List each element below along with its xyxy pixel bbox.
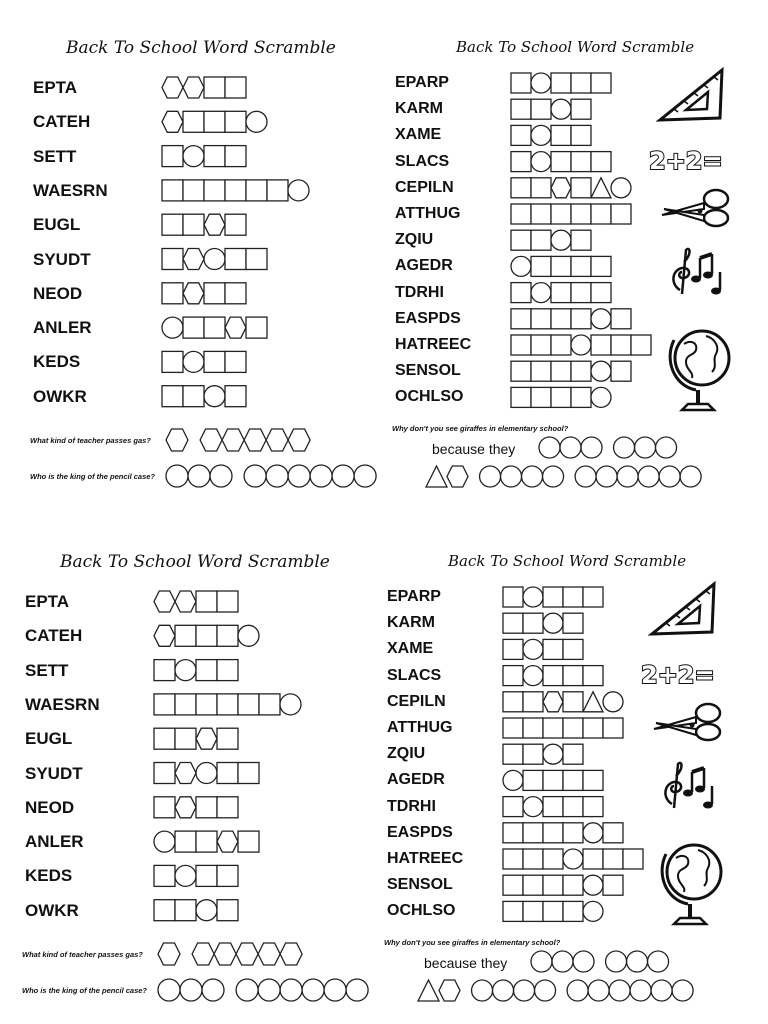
scrambled-word: OWKR — [33, 386, 87, 406]
panel-title: Back To School Word Scramble — [448, 552, 687, 570]
riddle-king-question: Who is the king of the pencil case? — [22, 986, 148, 995]
scrambled-word: HATREEC — [395, 336, 472, 353]
panel-title: Back To School Word Scramble — [66, 38, 336, 58]
letter-box-circle — [280, 979, 302, 1001]
riddle-teacher-question: What kind of teacher passes gas? — [22, 950, 143, 959]
letter-box-circle — [501, 466, 522, 487]
letter-box-circle — [617, 466, 638, 487]
scrambled-word: OCHLSO — [395, 388, 464, 406]
letter-box-circle — [332, 465, 354, 487]
scrambled-word: KARM — [387, 614, 435, 632]
scrambled-word: AGEDR — [387, 771, 445, 789]
scrambled-word: OWKR — [25, 900, 79, 920]
letter-box-circle — [310, 465, 332, 487]
riddle-king-question: Who is the king of the pencil case? — [30, 472, 156, 481]
panel-title: Back To School Word Scramble — [60, 552, 330, 572]
scrambled-word: ANLER — [25, 832, 84, 852]
scrambled-word: EPARP — [395, 74, 449, 91]
scrambled-word: HATREEC — [387, 850, 464, 867]
scrambled-word: EASPDS — [395, 309, 461, 327]
letter-box-circle — [210, 465, 232, 487]
letter-box-hexagon — [439, 980, 460, 1001]
scrambled-word: TDRHI — [387, 797, 436, 815]
scrambled-word: SETT — [33, 146, 77, 166]
letter-box-circle — [680, 466, 701, 487]
letter-box-circle — [609, 980, 630, 1001]
scrambled-word: SYUDT — [33, 249, 91, 269]
scrambled-word: SYUDT — [25, 763, 83, 783]
letter-box-circle — [567, 980, 588, 1001]
letter-box-circle — [588, 980, 609, 1001]
riddle-teacher-question: What kind of teacher passes gas? — [30, 436, 151, 445]
scrambled-word: KEDS — [25, 866, 73, 886]
letter-box-circle — [166, 465, 188, 487]
math-text: 2+2= — [649, 147, 723, 174]
scrambled-word: ATTHUG — [387, 719, 453, 736]
scrambled-word: SENSOL — [395, 362, 461, 380]
scrambled-word: CATEH — [25, 626, 83, 646]
letter-box-circle — [158, 979, 180, 1001]
scrambled-word: EPTA — [33, 78, 78, 97]
letter-box-circle — [630, 980, 651, 1001]
letter-box-circle — [522, 466, 543, 487]
letter-box-circle — [535, 980, 556, 1001]
math-text: 2+2= — [641, 661, 715, 688]
letter-box-circle — [472, 980, 493, 1001]
scrambled-word: SENSOL — [387, 876, 453, 894]
letter-box-circle — [324, 979, 346, 1001]
letter-box-hexagon — [447, 466, 468, 487]
letter-box-circle — [638, 466, 659, 487]
scrambled-word: SLACS — [387, 666, 442, 684]
scrambled-word: WAESRN — [33, 180, 108, 200]
scrambled-word: EPTA — [25, 592, 70, 611]
answer-shapes-layer — [384, 0, 768, 512]
letter-box-circle — [514, 980, 535, 1001]
scrambled-word: OCHLSO — [387, 902, 456, 920]
scrambled-word: AGEDR — [395, 257, 453, 275]
riddle-giraffe-answer-prefix: because they — [432, 441, 516, 457]
letter-box-circle — [480, 466, 501, 487]
letter-box-circle — [575, 466, 596, 487]
letter-box-circle — [354, 465, 376, 487]
letter-box-circle — [236, 979, 258, 1001]
letter-box-circle — [188, 465, 210, 487]
letter-box-circle — [288, 465, 310, 487]
scrambled-word: ZQIU — [395, 231, 434, 249]
scrambled-word: CEPILN — [395, 178, 454, 196]
scrambled-word: ANLER — [33, 318, 92, 338]
letter-box-circle — [596, 466, 617, 487]
letter-box-circle — [202, 979, 224, 1001]
letter-box-circle — [180, 979, 202, 1001]
letter-box-circle — [672, 980, 693, 1001]
riddle-giraffe-question: Why don't you see giraffes in elementary school? — [384, 938, 561, 947]
letter-box-circle — [543, 466, 564, 487]
scrambled-word: XAME — [395, 126, 442, 144]
scrambled-word: SETT — [25, 660, 69, 680]
letter-box-triangle — [418, 980, 439, 1001]
scrambled-word: CEPILN — [387, 692, 446, 710]
letter-box-circle — [651, 980, 672, 1001]
letter-box-circle — [266, 465, 288, 487]
answer-shapes-layer — [0, 512, 384, 1024]
panel-bottom-left — [0, 512, 384, 1024]
scrambled-word: CATEH — [33, 112, 91, 132]
letter-box-circle — [493, 980, 514, 1001]
scrambled-word: TDRHI — [395, 283, 444, 301]
letter-box-circle — [258, 979, 280, 1001]
scrambled-word: NEOD — [33, 283, 83, 303]
scrambled-word: NEOD — [25, 797, 75, 817]
letter-box-triangle — [426, 466, 447, 487]
panel-title: Back To School Word Scramble — [456, 38, 695, 56]
letter-box-circle — [302, 979, 324, 1001]
letter-box-circle — [346, 979, 368, 1001]
scrambled-word: XAME — [387, 640, 434, 658]
riddle-giraffe-question: Why don't you see giraffes in elementary school? — [392, 424, 569, 433]
scrambled-word: KEDS — [33, 352, 81, 372]
letter-box-circle — [659, 466, 680, 487]
scrambled-word: EUGL — [33, 215, 81, 235]
panel-top-left — [0, 0, 384, 512]
scrambled-word: ZQIU — [387, 745, 426, 763]
panel-bottom-right — [384, 512, 768, 1024]
scrambled-word: KARM — [395, 100, 443, 118]
riddle-giraffe-answer-prefix: because they — [424, 955, 508, 971]
answer-shapes-layer — [384, 512, 768, 1024]
scrambled-word: ATTHUG — [395, 205, 461, 222]
scrambled-word: EUGL — [25, 729, 73, 749]
scrambled-word: EASPDS — [387, 823, 453, 841]
scrambled-word: WAESRN — [25, 694, 100, 714]
panel-top-right — [384, 0, 768, 512]
answer-shapes-layer — [0, 0, 384, 512]
letter-box-circle — [244, 465, 266, 487]
scrambled-word: EPARP — [387, 588, 441, 605]
scrambled-word: SLACS — [395, 152, 450, 170]
